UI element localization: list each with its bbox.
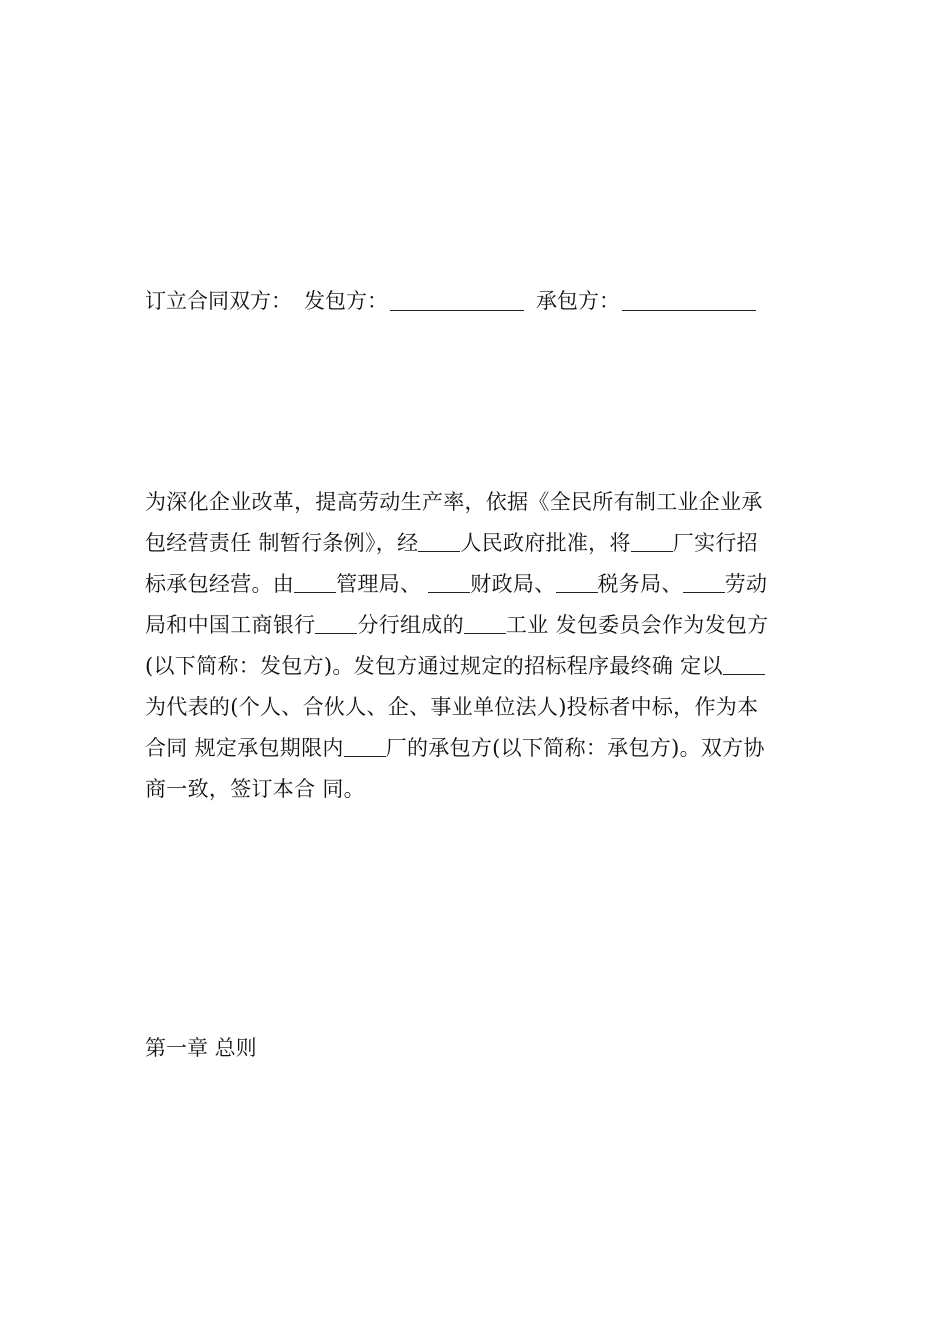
preamble-text: 人民政府批准，将 — [460, 531, 631, 555]
preamble-line-8: 商一致，签订本合 同。 — [145, 777, 365, 801]
preamble-line-5 — [145, 646, 807, 687]
fill-blank — [294, 572, 336, 593]
preamble-text: 管理局、 — [336, 572, 429, 596]
preamble-text: 劳动 — [724, 572, 768, 596]
chapter-heading: 第一章 总则 — [145, 1036, 257, 1060]
contract-parties-line — [145, 284, 758, 318]
fill-blank — [723, 654, 765, 675]
contractor-label: 承包方： — [536, 289, 620, 313]
contractor-blank — [622, 288, 756, 311]
fill-blank — [683, 572, 725, 593]
preamble-text: (以下简称：发包方)。发包方通过规定的招标程序最终确 定以 — [145, 654, 723, 678]
fill-blank — [631, 531, 673, 552]
preamble-text: 合同 规定承包期限内 — [145, 736, 344, 760]
fill-blank — [464, 613, 506, 634]
preamble-text: 厂实行招 — [672, 531, 758, 555]
preamble-text: 局和中国工商银行 — [145, 613, 316, 637]
fill-blank — [428, 572, 470, 593]
preamble-line-4 — [145, 605, 807, 646]
preamble-text: 财政局、 — [470, 572, 556, 596]
preamble-text: 分行组成的 — [357, 613, 464, 637]
preamble-text: 厂的承包方(以下简称：承包方)。双方协 — [385, 736, 765, 760]
fill-blank — [344, 736, 386, 757]
preamble-text: 标承包经营。由 — [145, 572, 295, 596]
fill-blank — [315, 613, 357, 634]
fill-blank — [556, 572, 598, 593]
preamble-text: 工业 发包委员会作为发包方 — [505, 613, 769, 637]
preamble-line-6: 为代表的(个人、合伙人、企、事业单位法人)投标者中标，作为本 — [145, 695, 759, 719]
preamble-line-1: 为深化企业改革，提高劳动生产率，依据《全民所有制工业企业承 — [145, 490, 763, 514]
preamble-text: 税务局、 — [597, 572, 683, 596]
preamble-line-2 — [145, 523, 807, 564]
employer-label: 发包方： — [304, 289, 388, 313]
parties-label: 订立合同双方： — [145, 289, 292, 313]
preamble-line-7 — [145, 728, 807, 769]
preamble-line-3 — [145, 564, 807, 605]
fill-blank — [418, 531, 460, 552]
preamble-text: 包经营责任 制暂行条例》，经 — [145, 531, 419, 555]
employer-blank — [390, 288, 524, 311]
preamble-paragraph — [145, 482, 807, 810]
